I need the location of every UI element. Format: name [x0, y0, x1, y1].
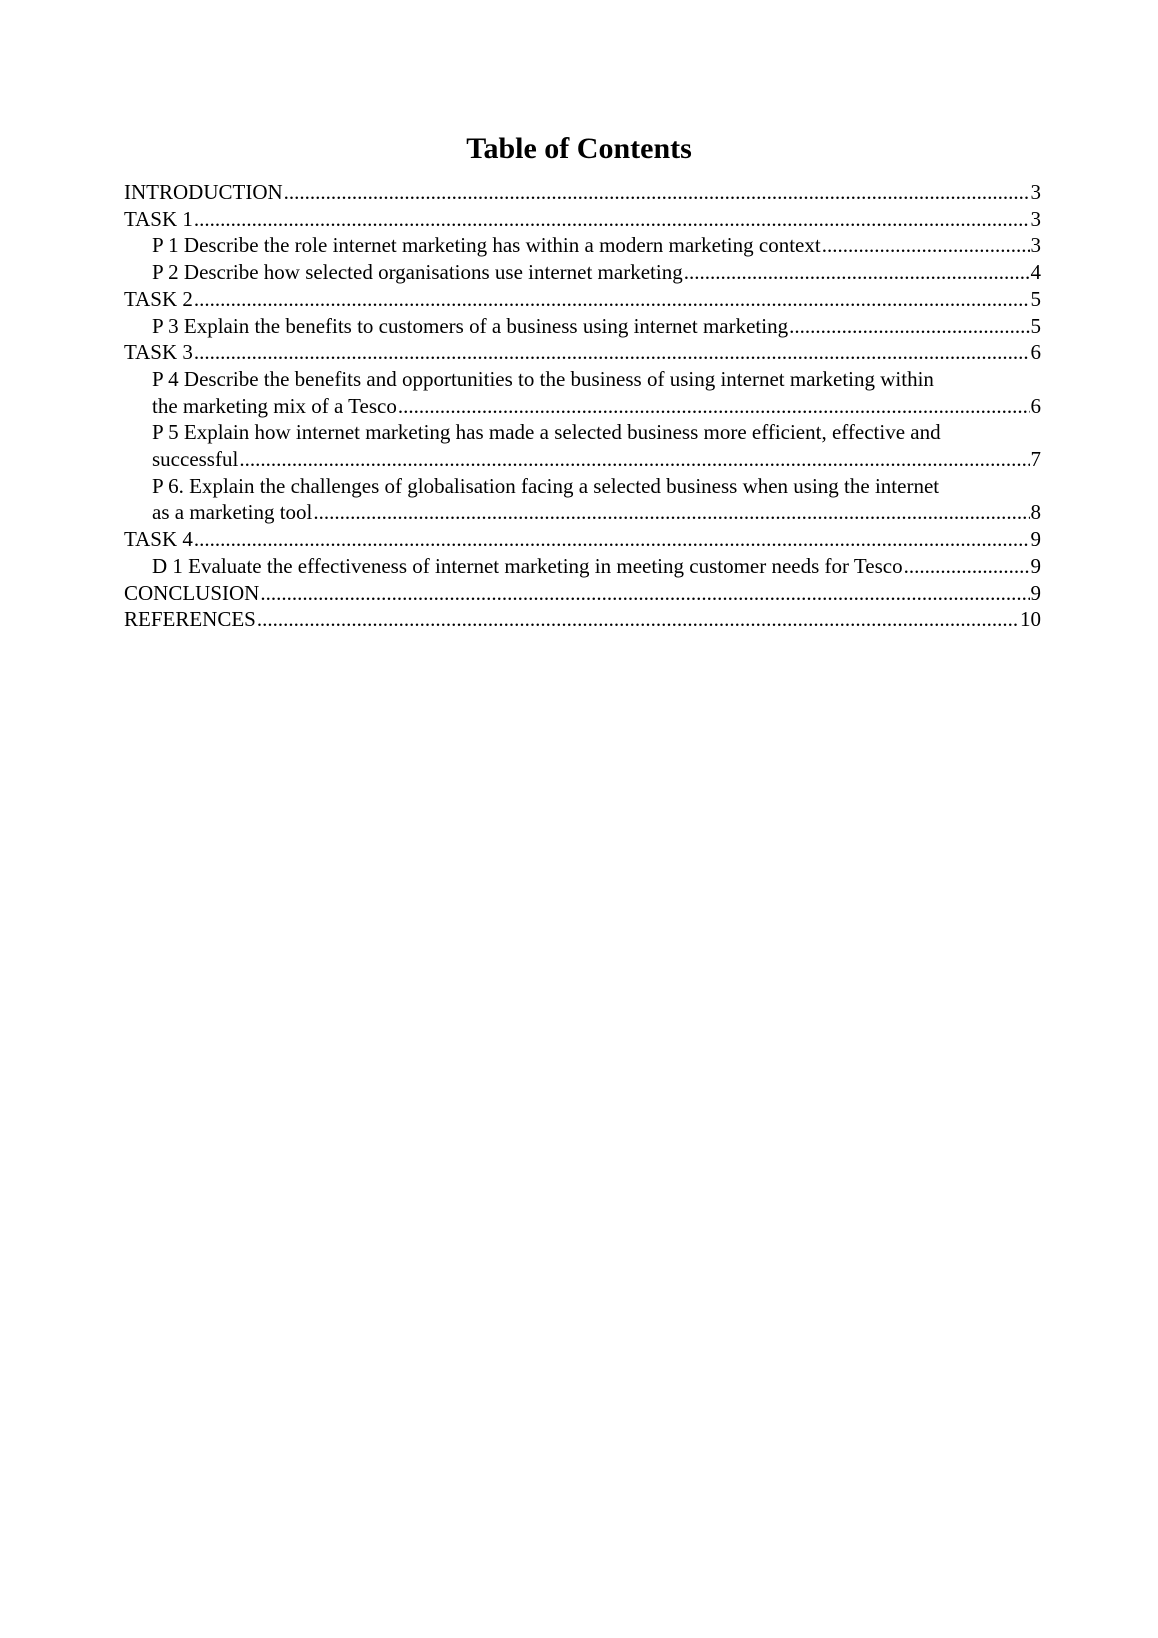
- toc-entry-task-4[interactable]: [124, 526, 1041, 553]
- toc-page-number: 8: [1030, 500, 1041, 525]
- toc-entry-introduction[interactable]: [124, 179, 1041, 206]
- toc-entry-first-line: P 5 Explain how internet marketing has made a selected business more efficient, effective and: [152, 420, 941, 445]
- toc-entry-line: [124, 206, 1041, 233]
- toc-leader-dots: [684, 259, 1030, 286]
- toc-entry-text: CONCLUSION: [124, 580, 260, 605]
- toc-entry-d1[interactable]: [124, 553, 1041, 580]
- toc-entry-text: REFERENCES: [124, 607, 256, 632]
- toc-entry-task-1[interactable]: [124, 206, 1041, 233]
- toc-entry-line: [152, 393, 1041, 420]
- toc-entry-p5[interactable]: [124, 419, 1041, 472]
- toc-page-number: 7: [1030, 447, 1041, 472]
- toc-entry-text: successful: [152, 447, 239, 472]
- toc-entry-p3[interactable]: [124, 313, 1041, 340]
- toc-entry-conclusion[interactable]: [124, 580, 1041, 607]
- toc-leader-dots: [194, 286, 1030, 313]
- toc-entry-p1[interactable]: [124, 232, 1041, 259]
- toc-leader-dots: [239, 446, 1029, 473]
- toc-entry-text: TASK 1: [124, 206, 193, 231]
- toc-leader-dots: [313, 499, 1029, 526]
- toc-entry-text: D 1 Evaluate the effectiveness of internet marketing in meeting customer needs for Tesco: [152, 553, 903, 578]
- toc-page-number: 9: [1030, 553, 1041, 578]
- toc-page-number: 10: [1020, 607, 1041, 632]
- toc-entry-p6[interactable]: [124, 473, 1041, 526]
- toc-entry-line: [124, 179, 1041, 206]
- toc-entry-first-line: P 4 Describe the benefits and opportunities to the business of using internet marketing within: [152, 366, 934, 391]
- toc-leader-dots: [789, 313, 1029, 340]
- toc-entry-line: [152, 446, 1041, 473]
- toc-leader-dots: [194, 526, 1030, 553]
- toc-title: Table of Contents: [466, 132, 692, 165]
- toc-entry-line: [124, 606, 1041, 633]
- toc-entry-text: P 1 Describe the role internet marketing has within a modern marketing context: [152, 233, 821, 258]
- toc-entry-line: [124, 580, 1041, 607]
- toc-entry-line: [152, 259, 1041, 286]
- toc-page-number: 4: [1030, 260, 1041, 285]
- toc-leader-dots: [284, 179, 1030, 206]
- toc-page-number: 5: [1030, 286, 1041, 311]
- toc-entry-line: [124, 526, 1041, 553]
- toc-page-number: 3: [1030, 206, 1041, 231]
- toc-entry-text: P 3 Explain the benefits to customers of a business using internet marketing: [152, 313, 789, 338]
- toc-entry-text: TASK 2: [124, 286, 193, 311]
- toc-entry-text: TASK 4: [124, 527, 193, 552]
- toc-leader-dots: [194, 339, 1030, 366]
- toc-entry-task-2[interactable]: [124, 286, 1041, 313]
- toc-leader-dots: [194, 206, 1030, 233]
- toc-entry-text: TASK 3: [124, 340, 193, 365]
- toc-entry-text: INTRODUCTION: [124, 180, 283, 204]
- toc-leader-dots: [822, 232, 1030, 259]
- toc-entry-first-line: P 6. Explain the challenges of globalisation facing a selected business when using the internet: [152, 473, 940, 498]
- toc-page-number: 9: [1030, 527, 1041, 552]
- toc-page-number: 5: [1030, 313, 1041, 338]
- toc-entry-line: [124, 286, 1041, 313]
- toc-entry-task-3[interactable]: [124, 339, 1041, 366]
- toc-entry-references[interactable]: [124, 606, 1041, 633]
- toc-entry-text: as a marketing tool: [152, 500, 313, 525]
- toc-entry-text: P 2 Describe how selected organisations use internet marketing: [152, 260, 683, 285]
- toc-entry-text: the marketing mix of a Tesco: [152, 393, 397, 418]
- toc-leader-dots: [257, 606, 1019, 633]
- toc-page-number: 6: [1030, 393, 1041, 418]
- toc-entry-line: [152, 499, 1041, 526]
- toc-entry-p4[interactable]: [124, 366, 1041, 419]
- toc-page-number: 6: [1030, 340, 1041, 365]
- toc-page-number: 3: [1030, 233, 1041, 258]
- toc-entry-line: [124, 339, 1041, 366]
- toc-page-number: 3: [1030, 180, 1041, 204]
- toc-leader-dots: [904, 553, 1030, 580]
- toc-entry-line: [152, 232, 1041, 259]
- toc-entry-line: [152, 313, 1041, 340]
- toc-leader-dots: [260, 580, 1029, 607]
- toc-list: [124, 179, 1041, 633]
- toc-leader-dots: [398, 393, 1030, 420]
- toc-entry-p2[interactable]: [124, 259, 1041, 286]
- toc-entry-line: [152, 553, 1041, 580]
- toc-page-number: 9: [1030, 580, 1041, 605]
